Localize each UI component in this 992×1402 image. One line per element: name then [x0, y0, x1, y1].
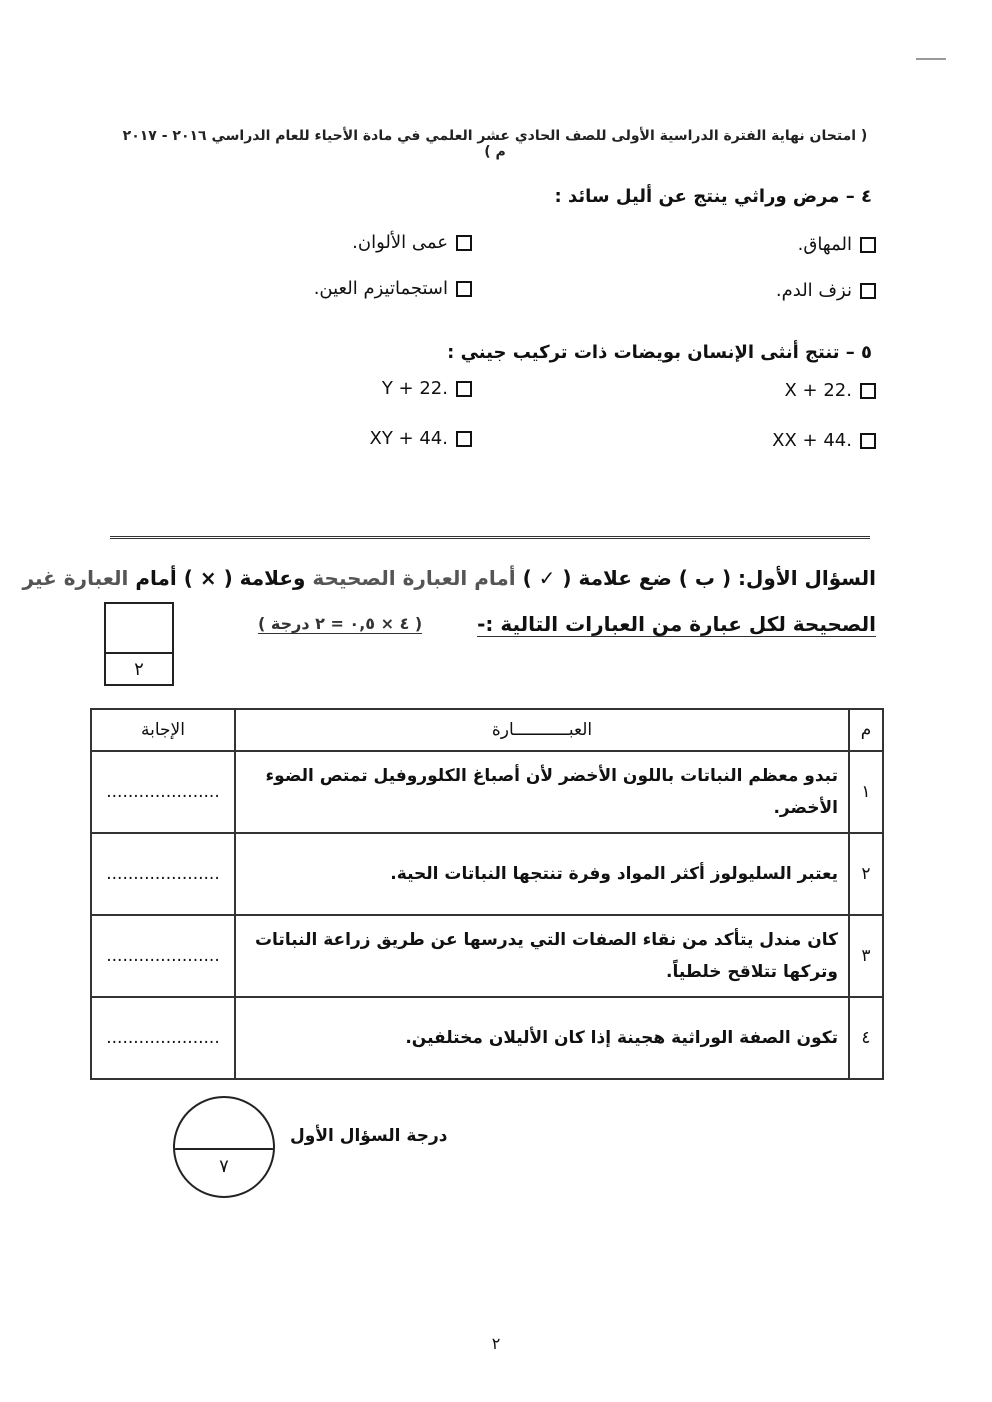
table-row	[91, 833, 883, 915]
q4-option-4[interactable]: استجماتيزم العين.	[314, 278, 472, 299]
first-question-grade-circle	[173, 1096, 275, 1198]
first-question-max-grade: ٧	[219, 1156, 229, 1177]
answer-blank[interactable]: .....................	[91, 751, 235, 833]
section-b-instruction: السؤال الأول: ( ب ) ضع علامة ( ✓ ) أمام العبارة الصحيحة وعلامة ( × ) أمام العبارة غير	[22, 566, 876, 590]
row-statement: تكون الصفة الوراثية هجينة إذا كان الأليلان مختلفين.	[235, 997, 849, 1079]
row-number: ٤	[849, 997, 883, 1079]
checkbox-icon[interactable]	[456, 431, 472, 447]
answer-blank[interactable]: .....................	[91, 833, 235, 915]
q5-option-2[interactable]: .Y + 22	[382, 378, 472, 399]
table-header-row	[91, 709, 883, 751]
table-row	[91, 915, 883, 997]
section-b-instruction-cont: الصحيحة لكل عبارة من العبارات التالية :-	[477, 612, 876, 636]
answer-blank[interactable]: .....................	[91, 915, 235, 997]
row-statement: تبدو معظم النباتات باللون الأخضر لأن أصباغ الكلوروفيل تمتص الضوء الأخضر.	[235, 751, 849, 833]
section-divider	[110, 536, 870, 539]
exam-header: ( امتحان نهاية الفترة الدراسية الأولى للصف الحادي عشر العلمي في مادة الأحياء للعام الدراسي ٢٠١٦ - ٢٠١٧ م )	[122, 128, 868, 160]
table-row	[91, 751, 883, 833]
col-header-number: م	[849, 709, 883, 751]
table-row	[91, 997, 883, 1079]
checkbox-icon[interactable]	[456, 381, 472, 397]
circle-divider	[175, 1148, 273, 1150]
page-number: ٢	[491, 1334, 501, 1353]
scan-speck	[916, 58, 946, 60]
answer-blank[interactable]: .....................	[91, 997, 235, 1079]
row-number: ٣	[849, 915, 883, 997]
q5-option-1[interactable]: .X + 22	[785, 380, 877, 401]
checkbox-icon[interactable]	[860, 383, 876, 399]
section-b-grade-box	[104, 602, 174, 686]
q4-option-3[interactable]: نزف الدم.	[776, 280, 876, 301]
question-5-text: ٥ – تنتج أنثى الإنسان بويضات ذات تركيب جيني :	[447, 342, 872, 363]
row-number: ١	[849, 751, 883, 833]
q5-option-3[interactable]: .XX + 44	[772, 430, 876, 451]
question-4-text: ٤ – مرض وراثي ينتج عن أليل سائد :	[554, 186, 872, 207]
checkbox-icon[interactable]	[860, 237, 876, 253]
statements-table	[90, 708, 884, 1080]
col-header-answer: الإجابة	[91, 709, 235, 751]
checkbox-icon[interactable]	[456, 235, 472, 251]
row-statement: كان مندل يتأكد من نقاء الصفات التي يدرسها عن طريق زراعة النباتات وتركها تتلاقح خلطياً.	[235, 915, 849, 997]
row-number: ٢	[849, 833, 883, 915]
q4-option-2[interactable]: عمى الألوان.	[352, 232, 472, 253]
q4-option-1[interactable]: المهاق.	[798, 234, 876, 255]
checkbox-icon[interactable]	[456, 281, 472, 297]
checkbox-icon[interactable]	[860, 283, 876, 299]
q5-option-4[interactable]: .XY + 44	[370, 428, 473, 449]
section-b-marks: ( ٤ × ٠,٥ = ٢ درجة )	[258, 614, 423, 633]
grade-box-score-area[interactable]	[106, 604, 172, 654]
row-statement: يعتبر السليولوز أكثر المواد وفرة تنتجها النباتات الحية.	[235, 833, 849, 915]
grade-box-max: ٢	[134, 659, 144, 680]
col-header-statement: العبـــــــــــارة	[235, 709, 849, 751]
first-question-grade-label: درجة السؤال الأول	[290, 1126, 448, 1146]
checkbox-icon[interactable]	[860, 433, 876, 449]
